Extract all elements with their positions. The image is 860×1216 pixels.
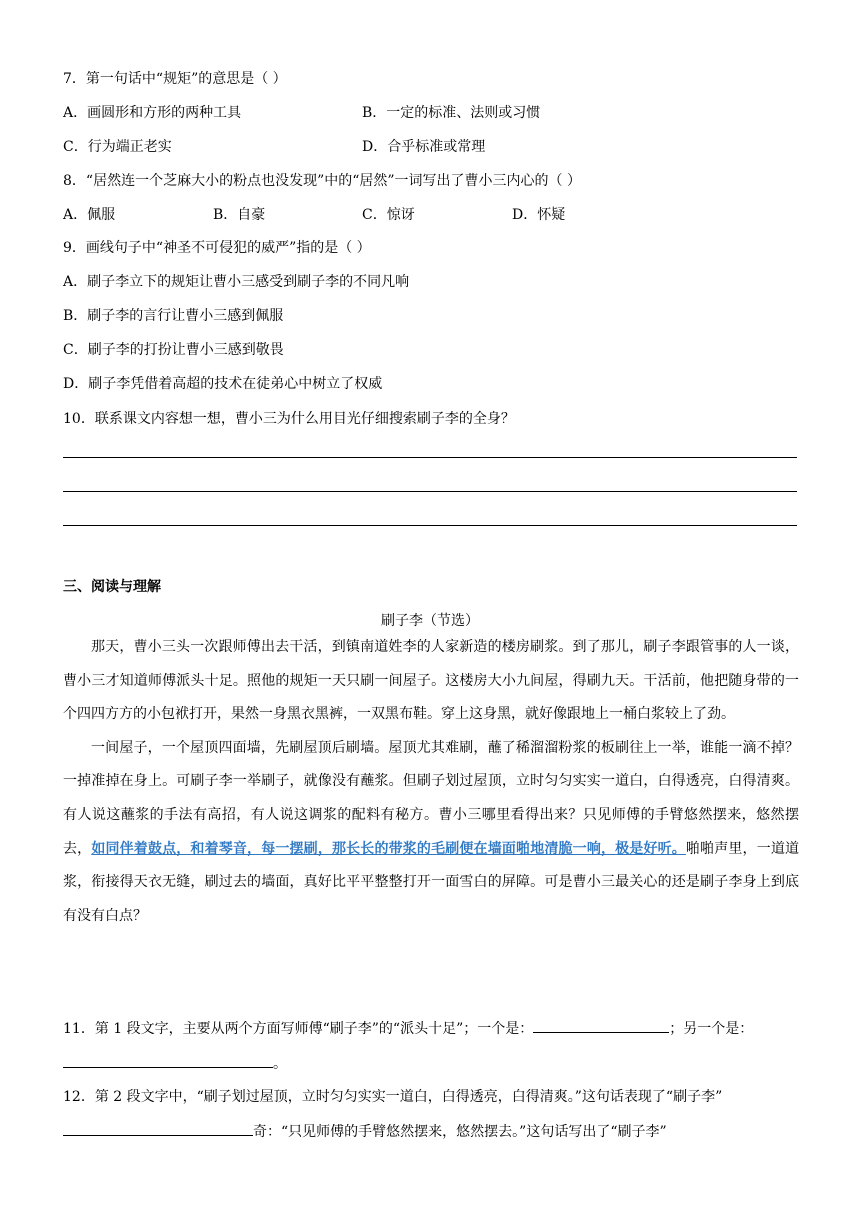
- q7-option-c: C．行为端正老实: [63, 139, 172, 155]
- q8-option-b: B．自豪: [213, 207, 266, 223]
- q11-blank-2[interactable]: [63, 1053, 273, 1068]
- q8-stem: 8．“居然连一个芝麻大小的粉点也没发现”中的“居然”一词写出了曹小三内心的（ ）: [63, 173, 581, 189]
- q11-text-2: ；另一个是：: [669, 1021, 754, 1037]
- q12-text-2: 奇：“只见师傅的手臂悠然摆来，悠然摆去。”这句话写出了“刷子李”: [253, 1124, 667, 1140]
- passage-body: [63, 631, 799, 933]
- q12-line-1: 12．第 2 段文字中，“刷子划过屋顶，立时匀匀实实一道白，白得透亮，白得清爽。”这句话表现了“刷子李”: [63, 1089, 723, 1105]
- underlined-sentence: 如同伴着鼓点，和着琴音，每一摆刷，那长长的带浆的毛刷便在墙面啪地清脆一响，极是好听。: [91, 840, 686, 857]
- section-heading: 三、阅读与理解: [63, 579, 161, 595]
- q8-option-c: C．惊讶: [362, 207, 415, 223]
- q9-stem: 9．画线句子中“神圣不可侵犯的威严”指的是（ ）: [63, 240, 371, 256]
- q10-answer-line-1[interactable]: [63, 457, 797, 458]
- q11-line-1: [63, 1018, 753, 1039]
- q11-line-2: [63, 1053, 287, 1074]
- passage-paragraph-2: [63, 732, 799, 934]
- q9-option-d: D．刷子李凭借着高超的技术在徒弟心中树立了权威: [63, 376, 383, 392]
- q8-option-d: D．怀疑: [512, 207, 566, 223]
- q7-stem: 7．第一句话中“规矩”的意思是（ ）: [63, 71, 287, 87]
- passage-paragraph-2-end: 啪啪声里，一道道浆，衔接得天衣无缝，刷过去的墙面，真好比平平整整打开一面雪白的屏障。可是曹小三最关心的还是刷子李身上到底有没有白点？: [63, 840, 800, 924]
- passage-paragraph-2-start: 一间屋子，一个屋顶四面墙，先刷屋顶后刷墙。屋顶尤其难刷，蘸了稀溜溜粉浆的板刷往上一举，谁能一滴不掉？一掉准掉在身上。可刷子李一举刷子，就像没有蘸浆。但刷子划过屋顶，立时匀匀实实一道白，白得透亮，白得清爽。有人说这蘸浆的手法有高招，有人说这调浆的配料有秘方。曹小三哪里看得出来？只见师傅的手臂悠然摆来，悠然摆去，: [63, 739, 799, 857]
- q7-option-d: D．合乎标准或常理: [362, 139, 486, 155]
- passage-paragraph-1: 那天，曹小三头一次跟师傅出去干活，到镇南道姓李的人家新造的楼房刷浆。到了那儿，刷子李跟管事的人一谈，曹小三才知道师傅派头十足。照他的规矩一天只刷一间屋子。这楼房大小九间屋，得刷九天。干活前，他把随身带的一个四四方方的小包袱打开，果然一身黑衣黑裤，一双黑布鞋。穿上这身黑，就好像跟地上一桶白浆较上了劲。: [63, 639, 799, 723]
- q8-option-a: A．佩服: [63, 207, 116, 223]
- q7-option-a: A．画圆形和方形的两种工具: [63, 105, 242, 121]
- q11-text-3: 。: [273, 1056, 287, 1072]
- q9-option-b: B．刷子李的言行让曹小三感到佩服: [63, 308, 284, 324]
- q12-line-2: [63, 1121, 667, 1142]
- q12-blank-1[interactable]: [63, 1121, 253, 1136]
- q9-option-a: A．刷子李立下的规矩让曹小三感受到刷子李的不同凡响: [63, 274, 410, 290]
- passage-title: 刷子李（节选）: [381, 613, 479, 629]
- q10-stem: 10．联系课文内容想一想，曹小三为什么用目光仔细搜索刷子李的全身？: [63, 411, 515, 427]
- q11-blank-1[interactable]: [533, 1018, 669, 1033]
- q7-option-b: B．一定的标准、法则或习惯: [362, 105, 541, 121]
- q9-option-c: C．刷子李的打扮让曹小三感到敬畏: [63, 342, 284, 358]
- q10-answer-line-2[interactable]: [63, 491, 797, 492]
- q10-answer-line-3[interactable]: [63, 525, 797, 526]
- q11-text-1: 11．第 1 段文字，主要从两个方面写师傅“刷子李”的“派头十足”；一个是：: [63, 1021, 534, 1037]
